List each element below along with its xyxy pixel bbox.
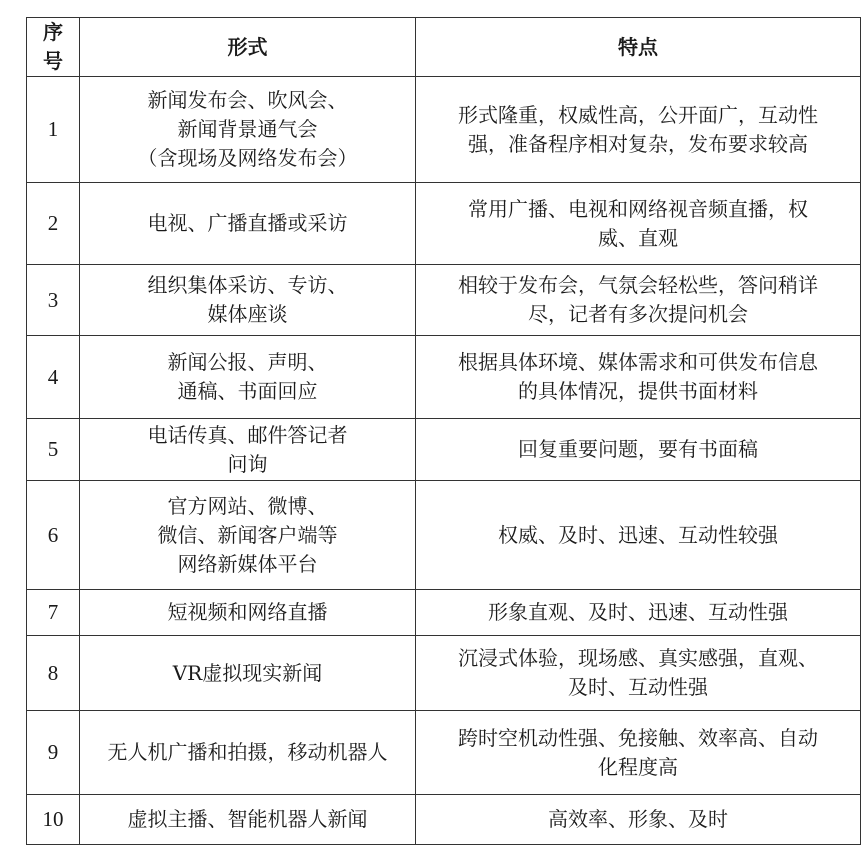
- table-row: [27, 419, 861, 481]
- row-feature: 回复重要问题，要有书面稿: [416, 419, 861, 481]
- row-feature: 形象直观、及时、迅速、互动性强: [416, 590, 861, 636]
- row-feature: 相较于发布会，气氛会轻松些，答问稍详 尽，记者有多次提问机会: [416, 265, 861, 336]
- row-number: 4: [27, 336, 80, 419]
- row-number: 7: [27, 590, 80, 636]
- row-number: 1: [27, 77, 80, 183]
- row-form: VR虚拟现实新闻: [80, 636, 416, 711]
- row-number: 9: [27, 711, 80, 795]
- table-row: [27, 590, 861, 636]
- row-number: 2: [27, 183, 80, 265]
- header-number: 序号: [27, 18, 80, 77]
- table-row: [27, 481, 861, 590]
- row-feature: 沉浸式体验，现场感、真实感强，直观、 及时、互动性强: [416, 636, 861, 711]
- row-form: 短视频和网络直播: [80, 590, 416, 636]
- row-feature: 根据具体环境、媒体需求和可供发布信息 的具体情况，提供书面材料: [416, 336, 861, 419]
- header-feature: 特点: [416, 18, 861, 77]
- header-form: 形式: [80, 18, 416, 77]
- row-feature: 常用广播、电视和网络视音频直播，权 威、直观: [416, 183, 861, 265]
- table-row: [27, 77, 861, 183]
- row-number: 3: [27, 265, 80, 336]
- table-row: [27, 336, 861, 419]
- release-forms-table: [26, 17, 861, 845]
- row-form: 电话传真、邮件答记者 问询: [80, 419, 416, 481]
- row-feature: 权威、及时、迅速、互动性较强: [416, 481, 861, 590]
- row-number: 6: [27, 481, 80, 590]
- row-feature: 形式隆重，权威性高，公开面广，互动性 强，准备程序相对复杂，发布要求较高: [416, 77, 861, 183]
- release-forms-table-wrapper: [26, 17, 860, 845]
- row-number: 8: [27, 636, 80, 711]
- table-row: [27, 711, 861, 795]
- row-form: 电视、广播直播或采访: [80, 183, 416, 265]
- row-form: 新闻发布会、吹风会、 新闻背景通气会 （含现场及网络发布会）: [80, 77, 416, 183]
- row-form: 组织集体采访、专访、 媒体座谈: [80, 265, 416, 336]
- row-feature: 跨时空机动性强、免接触、效率高、自动 化程度高: [416, 711, 861, 795]
- table-row: [27, 636, 861, 711]
- row-form: 虚拟主播、智能机器人新闻: [80, 795, 416, 845]
- row-form: 新闻公报、声明、 通稿、书面回应: [80, 336, 416, 419]
- row-form: 官方网站、微博、 微信、新闻客户端等 网络新媒体平台: [80, 481, 416, 590]
- row-form: 无人机广播和拍摄，移动机器人: [80, 711, 416, 795]
- table-row: [27, 183, 861, 265]
- row-feature: 高效率、形象、及时: [416, 795, 861, 845]
- table-row: [27, 265, 861, 336]
- row-number: 5: [27, 419, 80, 481]
- row-number: 10: [27, 795, 80, 845]
- table-header-row: [27, 18, 861, 77]
- table-row: [27, 795, 861, 845]
